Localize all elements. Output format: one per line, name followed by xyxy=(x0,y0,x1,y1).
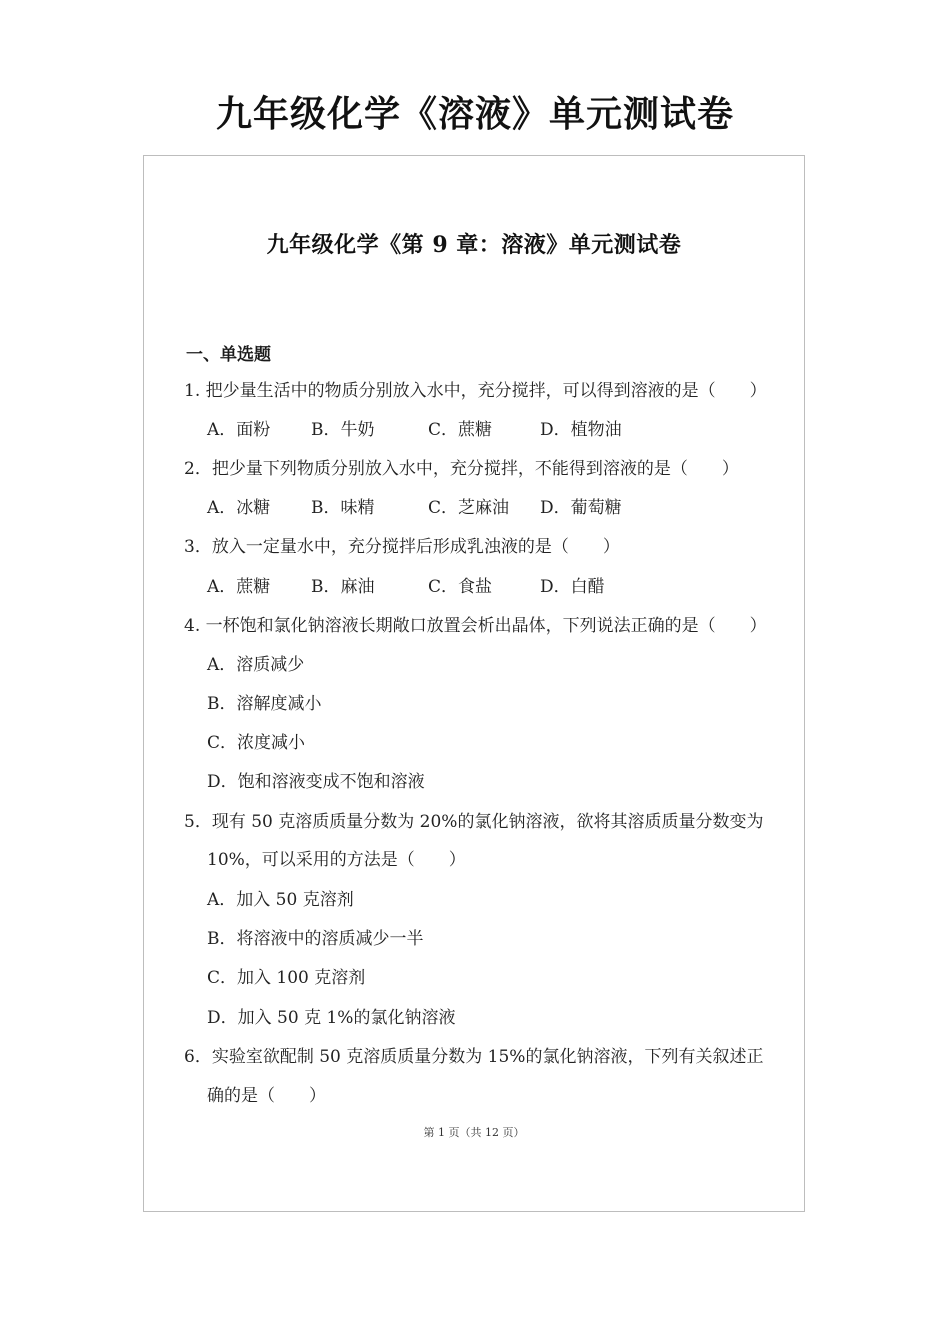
document-title: 九年级化学《溶液》单元测试卷 xyxy=(215,94,734,135)
question-2-stem: 2．把少量下列物质分别放入水中，充分搅拌，不能得到溶液的是（ ） xyxy=(184,459,739,479)
page-title: 九年级化学《第 9 章：溶液》单元测试卷 xyxy=(266,232,682,258)
question-4-option-c: C．浓度减小 xyxy=(207,733,306,753)
option-c: C．食盐 xyxy=(428,577,493,597)
option-d: D．植物油 xyxy=(540,420,622,440)
option-d: D．葡萄糖 xyxy=(540,498,622,518)
page-footer: 第 1 页（共 12 页） xyxy=(423,1126,525,1139)
question-5-option-d: D．加入 50 克 1%的氯化钠溶液 xyxy=(207,1008,456,1028)
option-c: C．蔗糖 xyxy=(428,420,493,440)
question-4-option-a: A．溶质减少 xyxy=(207,655,305,675)
question-1-stem: 1. 把少量生活中的物质分别放入水中，充分搅拌，可以得到溶液的是（ ） xyxy=(184,381,767,401)
option-a: A．蔗糖 xyxy=(207,577,271,597)
option-b: B．麻油 xyxy=(311,577,375,597)
option-b: B．牛奶 xyxy=(311,420,375,440)
question-5-option-c: C．加入 100 克溶剂 xyxy=(207,968,366,988)
option-a: A．冰糖 xyxy=(207,498,271,518)
option-b: B．味精 xyxy=(311,498,375,518)
question-4-option-b: B．溶解度减小 xyxy=(207,694,322,714)
question-6-stem-continued: 确的是（ ） xyxy=(207,1086,326,1106)
question-5-option-a: A．加入 50 克溶剂 xyxy=(207,890,354,910)
question-3-stem: 3．放入一定量水中，充分搅拌后形成乳浊液的是（ ） xyxy=(184,537,620,557)
option-d: D．白醋 xyxy=(540,577,605,597)
question-5-stem-continued: 10%，可以采用的方法是（ ） xyxy=(207,850,466,870)
question-4-stem: 4. 一杯饱和氯化钠溶液长期敞口放置会析出晶体，下列说法正确的是（ ） xyxy=(184,616,767,636)
question-5-option-b: B．将溶液中的溶质减少一半 xyxy=(207,929,424,949)
section-heading: 一、单选题 xyxy=(186,345,271,365)
question-5-stem: 5．现有 50 克溶质质量分数为 20%的氯化钠溶液，欲将其溶质质量分数变为 xyxy=(184,812,764,832)
question-4-option-d: D．饱和溶液变成不饱和溶液 xyxy=(207,772,425,792)
option-c: C．芝麻油 xyxy=(428,498,510,518)
option-a: A．面粉 xyxy=(207,420,271,440)
question-6-stem: 6．实验室欲配制 50 克溶质质量分数为 15%的氯化钠溶液，下列有关叙述正 xyxy=(184,1047,764,1067)
